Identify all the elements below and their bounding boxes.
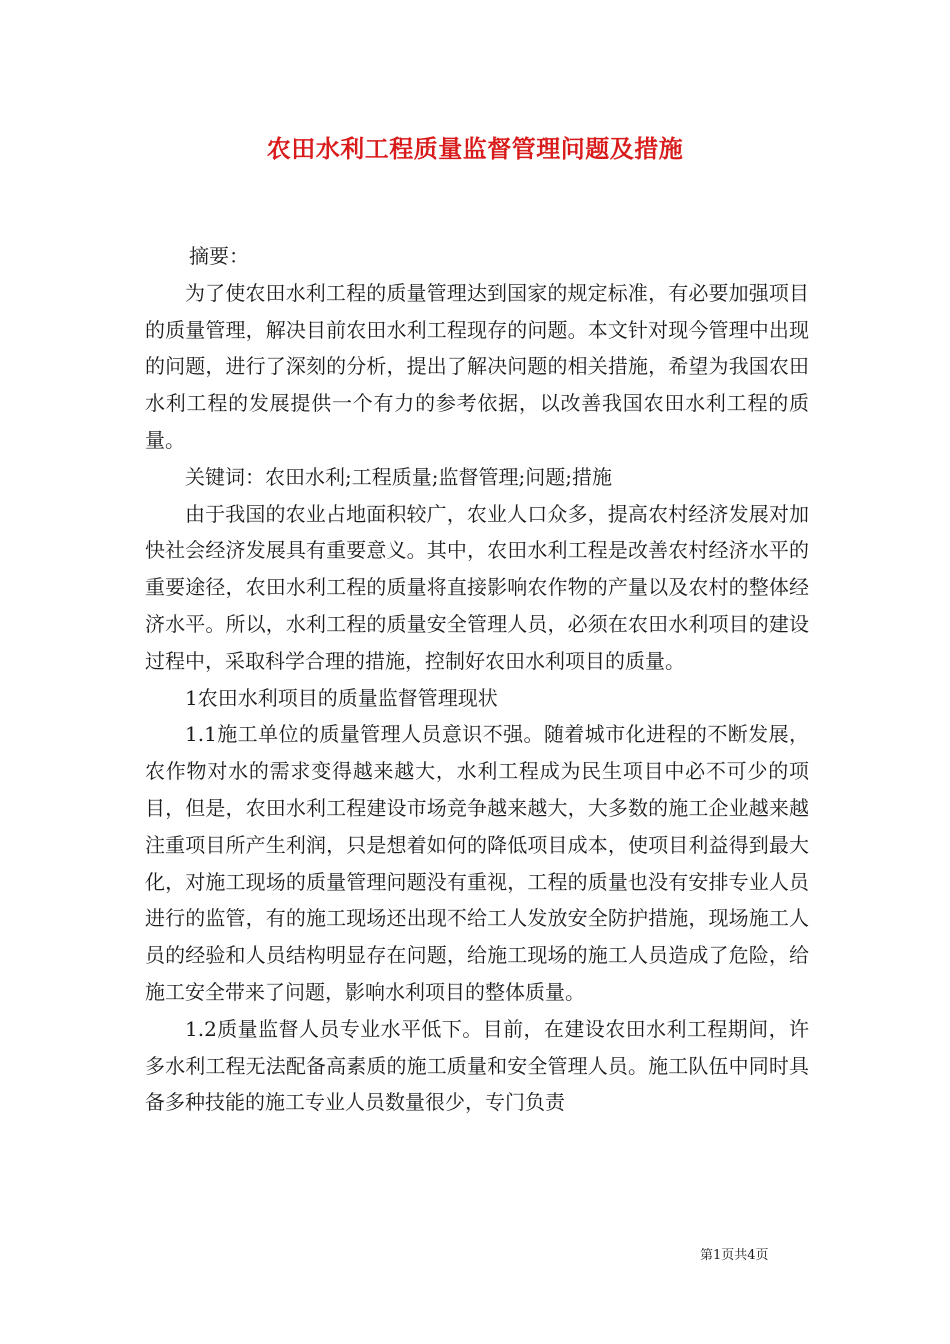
abstract-label: 摘要：	[189, 244, 249, 268]
keywords-paragraph: 关键词：农田水利;工程质量;监督管理;问题;措施	[185, 464, 612, 489]
document-body	[145, 238, 809, 1121]
section-heading: 1农田水利项目的质量监督管理现状	[185, 685, 498, 710]
page-number: 第1页共4页	[700, 1248, 769, 1263]
subsection-paragraph: 1.2质量监督人员专业水平低下。目前，在建设农田水利工程期间，许多水利工程无法配备高素质的施工质量和安全管理人员。施工队伍中同时具备多种技能的施工专业人员数量很少，专门负责	[145, 1016, 809, 1115]
subsection-paragraph: 1.1施工单位的质量管理人员意识不强。随着城市化进程的不断发展，农作物对水的需求变得越来越大，水利工程成为民生项目中必不可少的项目，但是，农田水利工程建设市场竞争越来越大，大多数的施工企业越来越注重项目所产生利润，只是想着如何的降低项目成本，使项目利益得到最大化，对施工现场的质量管理问题没有重视，工程的质量也没有安排专业人员进行的监管，有的施工现场还出现不给工人发放安全防护措施，现场施工人员的经验和人员结构明显存在问题，给施工现场的施工人员造成了危险，给施工安全带来了问题，影响水利项目的整体质量。	[145, 722, 809, 1004]
abstract-paragraph: 为了使农田水利工程的质量管理达到国家的规定标准，有必要加强项目的质量管理，解决目前农田水利工程现存的问题。本文针对现今管理中出现的问题，进行了深刻的分析，提出了解决问题的相关措施，希望为我国农田水利工程的发展提供一个有力的参考依据，以改善我国农田水利工程的质量。	[145, 280, 809, 452]
intro-paragraph: 由于我国的农业占地面积较广，农业人口众多，提高农村经济发展对加快社会经济发展具有重要意义。其中，农田水利工程是改善农村经济水平的重要途径，农田水利工程的质量将直接影响农作物的产量以及农村的整体经济水平。所以，水利工程的质量安全管理人员，必须在农田水利项目的建设过程中，采取科学合理的措施，控制好农田水利项目的质量。	[145, 501, 809, 673]
document-title: 农田水利工程质量监督管理问题及措施	[266, 134, 684, 163]
